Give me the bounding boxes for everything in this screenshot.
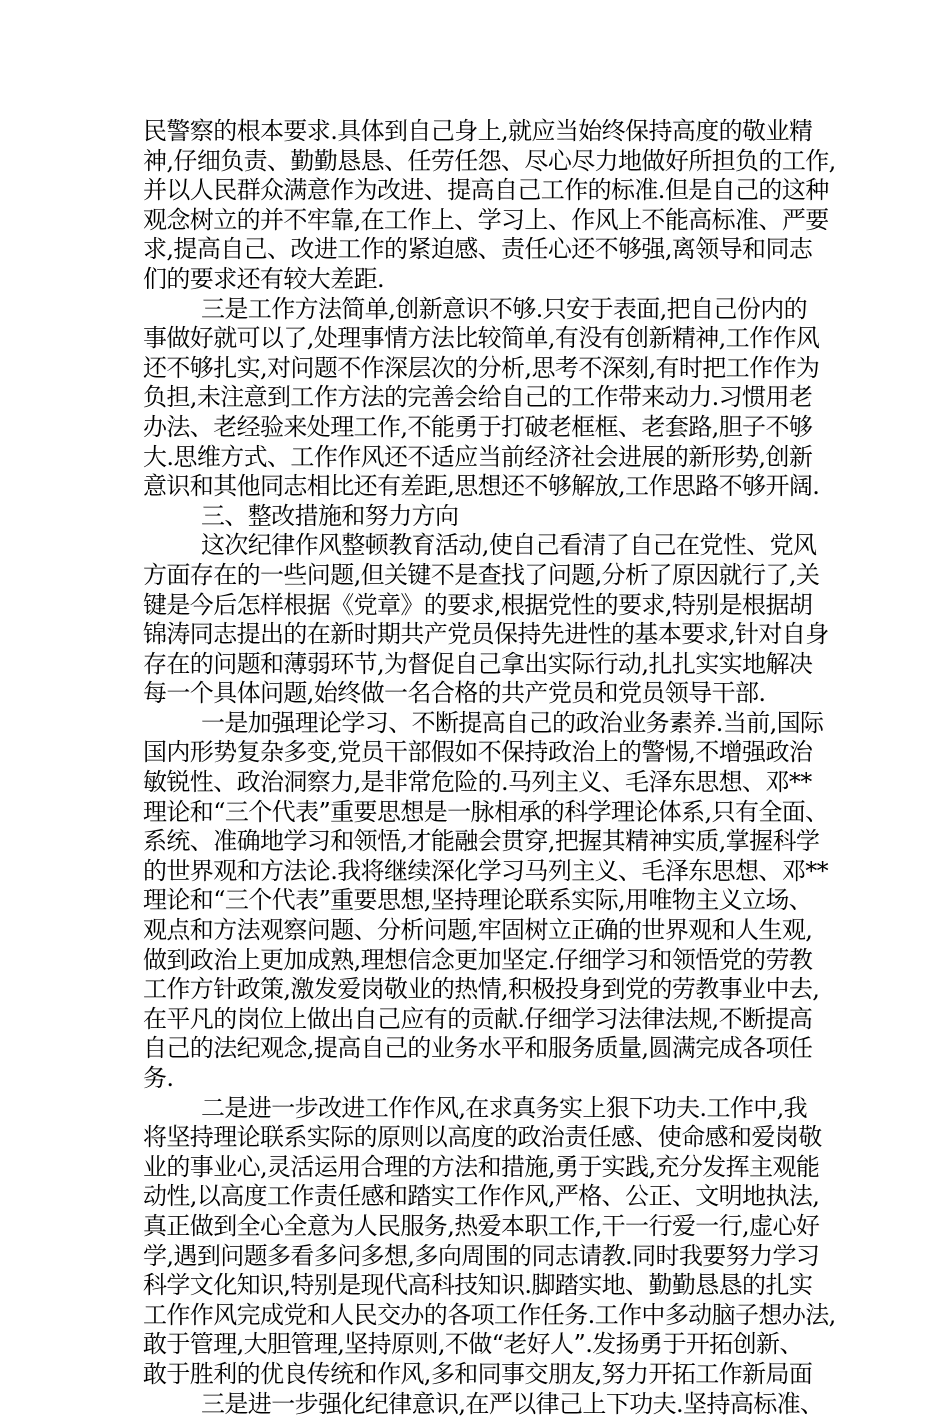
document-page [143, 117, 836, 1419]
text-line: 负担,未注意到工作方法的完善会给自己的工作带来动力.习惯用老 [143, 383, 813, 412]
text-line: 观念树立的并不牢靠,在工作上、学习上、作风上不能高标准、严要 [143, 205, 829, 234]
text-line: 方面存在的一些问题,但关键不是查找了问题,分析了原因就行了,关 [143, 560, 820, 589]
text-line: 锦涛同志提出的在新时期共产党员保持先进性的基本要求,针对自身 [143, 620, 829, 649]
text-line: 三、整改措施和努力方向 [201, 501, 459, 530]
text-line: 自己的法纪观念,提高自己的业务水平和服务质量,圆满完成各项任 [143, 1034, 813, 1063]
text-line: 神,仔细负责、勤勤恳恳、任劳任怨、尽心尽力地做好所担负的工作, [143, 146, 836, 175]
text-line: 三是进一步强化纪律意识,在严以律己上下功夫.坚持高标准、 [201, 1389, 824, 1418]
text-line: 理论和“三个代表”重要思想是一脉相承的科学理论体系,只有全面、 [143, 797, 829, 826]
text-line: 动性,以高度工作责任感和踏实工作作风,严格、公正、文明地执法, [143, 1182, 820, 1211]
text-line: 理论和“三个代表”重要思想,坚持理论联系实际,用唯物主义立场、 [143, 886, 813, 915]
text-line: 民警察的根本要求.具体到自己身上,就应当始终保持高度的敬业精 [143, 117, 813, 145]
text-line: 键是今后怎样根据《党章》的要求,根据党性的要求,特别是根据胡 [143, 590, 813, 619]
text-line: 工作作风完成党和人民交办的各项工作任务.工作中多动脑子想办法, [143, 1300, 836, 1329]
text-line: 求,提高自己、改进工作的紧迫感、责任心还不够强,离领导和同志 [143, 235, 813, 264]
text-line: 一是加强理论学习、不断提高自己的政治业务素养.当前,国际 [201, 708, 824, 737]
text-line: 务. [143, 1064, 174, 1092]
text-line: 国内形势复杂多变,党员干部假如不保持政治上的警惕,不增强政治 [143, 738, 813, 767]
text-line: 存在的问题和薄弱环节,为督促自己拿出实际行动,扎扎实实地解决 [143, 649, 813, 678]
text-line: 工作方针政策,激发爱岗敬业的热情,积极投身到党的劳教事业中去, [143, 975, 820, 1004]
text-line: 系统、准确地学习和领悟,才能融会贯穿,把握其精神实质,掌握科学 [143, 827, 820, 856]
text-line: 观点和方法观察问题、分析问题,牢固树立正确的世界观和人生观, [143, 916, 813, 945]
text-line: 学,遇到问题多看多问多想,多向周围的同志请教.同时我要努力学习 [143, 1241, 820, 1270]
text-line: 们的要求还有较大差距. [143, 264, 385, 293]
text-line: 敏锐性、政治洞察力,是非常危险的.马列主义、毛泽东思想、邓** [143, 768, 812, 797]
text-line: 敢于胜利的优良传统和作风,多和同事交朋友,努力开拓工作新局面 [143, 1359, 813, 1388]
text-line: 并以人民群众满意作为改进、提高自己工作的标准.但是自己的这种 [143, 176, 829, 205]
text-line: 二是进一步改进工作作风,在求真务实上狠下功夫.工作中,我 [201, 1093, 808, 1122]
text-line: 将坚持理论联系实际的原则以高度的政治责任感、使命感和爱岗敬 [143, 1123, 822, 1152]
text-line: 敢于管理,大胆管理,坚持原则,不做“老好人”.发扬勇于开拓创新、 [143, 1330, 803, 1359]
text-line: 办法、老经验来处理工作,不能勇于打破老框框、老套路,胆子不够 [143, 412, 813, 441]
text-line: 科学文化知识,特别是现代高科技知识.脚踏实地、勤勤恳恳的扎实 [143, 1271, 813, 1300]
text-line: 真正做到全心全意为人民服务,热爱本职工作,干一行爱一行,虚心好 [143, 1211, 820, 1240]
text-line: 三是工作方法简单,创新意识不够.只安于表面,把自己份内的 [201, 294, 808, 323]
text-line: 的世界观和方法论.我将继续深化学习马列主义、毛泽东思想、邓** [143, 856, 829, 885]
text-line: 大.思维方式、工作作风还不适应当前经济社会进展的新形势,创新 [143, 442, 813, 471]
text-line: 业的事业心,灵活运用合理的方法和措施,勇于实践,充分发挥主观能 [143, 1152, 820, 1181]
text-line: 还不够扎实,对问题不作深层次的分析,思考不深刻,有时把工作作为 [143, 353, 820, 382]
text-line: 意识和其他同志相比还有差距,思想还不够解放,工作思路不够开阔. [143, 472, 820, 501]
text-line: 每一个具体问题,始终做一名合格的共产党员和党员领导干部. [143, 679, 766, 708]
text-line: 事做好就可以了,处理事情方法比较简单,有没有创新精神,工作作风 [143, 324, 820, 353]
text-line: 这次纪律作风整顿教育活动,使自己看清了自己在党性、党风 [201, 531, 817, 560]
text-line: 做到政治上更加成熟,理想信念更加坚定.仔细学习和领悟党的劳教 [143, 945, 813, 974]
text-line: 在平凡的岗位上做出自己应有的贡献.仔细学习法律法规,不断提高 [143, 1004, 813, 1033]
